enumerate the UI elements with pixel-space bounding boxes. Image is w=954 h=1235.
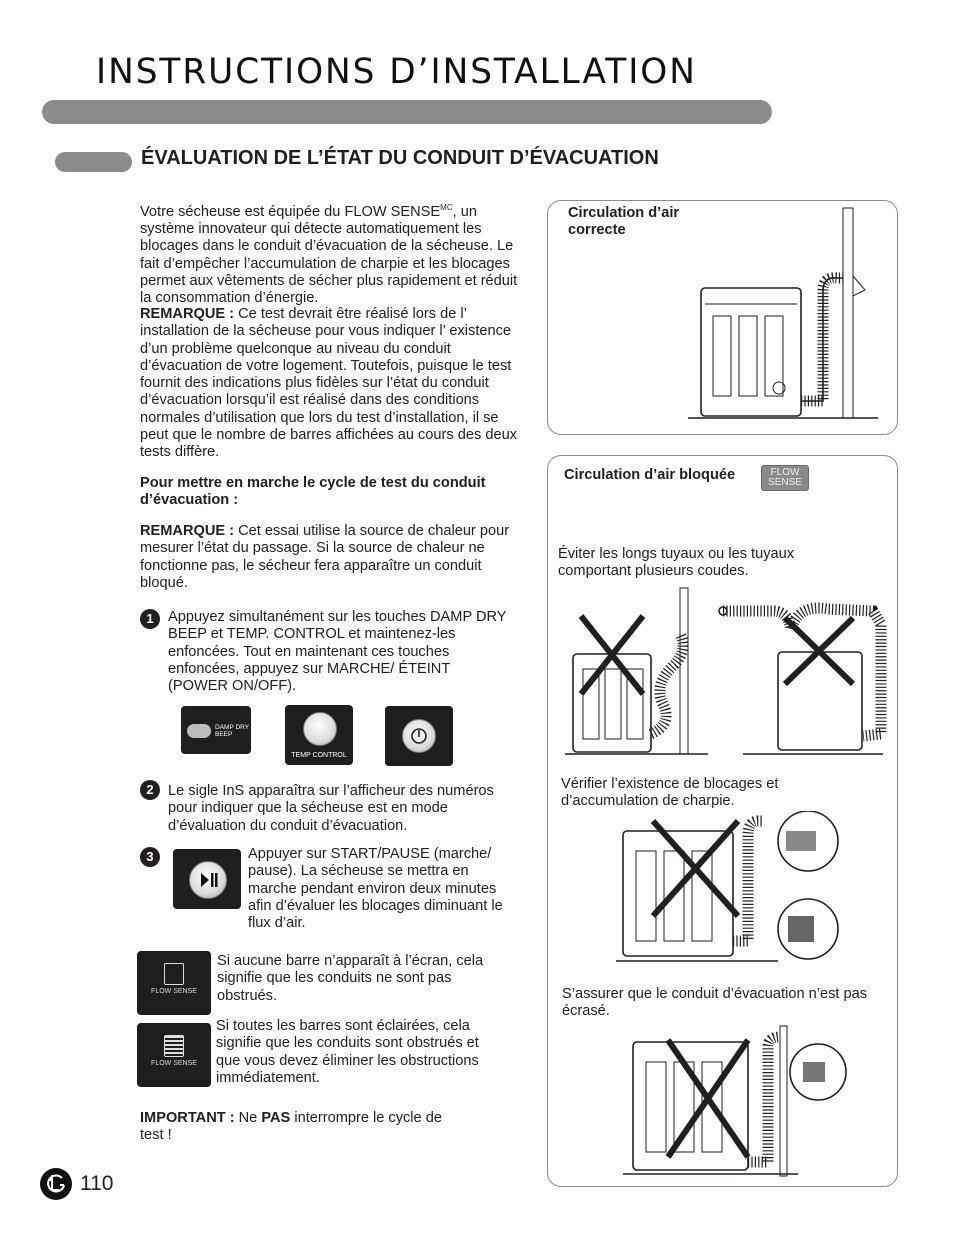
result-text: Si toutes les barres sont éclairées, cela signifie que les conduits sont obstrués et que vous devez éliminer les obstructions immédiatement. xyxy=(216,1018,479,1086)
step-text: Appuyez simultanément sur les touches DAMP DRY BEEP et TEMP. CONTROL et maintenez-les enfoncées. Tout en maintenant ces touches enfoncées, appuyez sur MARCHE/ ÉTEINT (POWER ON/OFF). xyxy=(168,609,507,695)
intro-text: Votre sécheuse est équipée du FLOW SENSE xyxy=(140,203,441,220)
button-label: FLOW SENSE xyxy=(151,988,197,995)
start-pause-button-illustration xyxy=(173,849,241,909)
crushed-duct-illustration xyxy=(618,1022,858,1182)
section-marker xyxy=(55,152,132,172)
intro-text: système innovateur qui détecte automatiquement les blocages dans le conduit d’évacuation de la sécheuse. Le fait d’empêcher l’accumulation de charpie et les blocages permet aux vêtements de sécher plus rapidement et réduit la consommation d’énergie. xyxy=(140,221,518,307)
step-text: Le sigle InS apparaîtra sur l’afficheur des numéros pour indiquer que la sécheuse est en mode d’évaluation du conduit d’évacuation. xyxy=(168,783,494,834)
intro-text: , un xyxy=(452,203,477,220)
button-label: FLOW SENSE xyxy=(151,1060,197,1067)
note-text: Ce test devrait être réalisé lors de l’ installation de la sécheuse pour vous indiquer l’ existence d’un problème quelconque au niveau du conduit d’évacuation de votre logement. Toutefois, puisque le test fournit des indications plus fidèles sur l’état du conduit d’évacuation lorsqu’il est réalisé dans des conditions normales d’utilisation que lors du test d’installation, il se peut que le nombre de barres affichées au cours des deux tests diffère. xyxy=(140,306,517,461)
caption-not-crushed: S’assurer que le conduit d’évacuation n’est pas écrasé. xyxy=(562,986,868,1020)
section-title: ÉVALUATION DE L’ÉTAT DU CONDUIT D’ÉVACUATION xyxy=(141,147,659,169)
power-icon xyxy=(402,719,436,753)
panel-title: Circulation d’air correcte xyxy=(568,205,680,239)
play-pause-icon xyxy=(189,861,227,899)
trademark-sup: MC xyxy=(440,203,453,212)
important-text: interrompre le cycle de test ! xyxy=(140,1110,442,1144)
flow-sense-badge: FLOW SENSE xyxy=(761,465,809,491)
oval-button-icon xyxy=(187,724,211,738)
caption-long-ducts: Éviter les longs tuyaux ou les tuyaux comportant plusieurs coudes. xyxy=(558,546,795,580)
blocked-airflow-panel xyxy=(547,455,898,1187)
intro-paragraph xyxy=(140,199,525,308)
important-note xyxy=(140,1110,460,1145)
note-paragraph xyxy=(140,306,525,462)
lg-logo-icon xyxy=(40,1168,72,1200)
important-label: IMPORTANT : xyxy=(140,1110,235,1126)
note2-paragraph xyxy=(140,523,525,592)
page-number: 110 xyxy=(80,1172,114,1195)
result-text: Si aucune barre n’apparaît à l’écran, cela signifie que les conduits ne sont pas obstrués. xyxy=(217,953,484,1004)
power-button-illustration xyxy=(385,706,453,766)
important-emphasis: PAS xyxy=(261,1110,291,1126)
flow-sense-full-illustration xyxy=(137,1023,211,1087)
page-title: INSTRUCTIONS D’INSTALLATION xyxy=(96,52,697,92)
title-bar xyxy=(42,100,772,124)
step-number: 1 xyxy=(140,609,160,629)
temp-control-knob-illustration xyxy=(285,705,353,765)
note-text: Cet essai utilise la source de chaleur pour mesurer l’état du passage. Si la source de chaleur ne fonctionne pas, le sécheur fera apparaître un conduit bloqué. xyxy=(140,523,510,591)
damp-dry-beep-button-illustration xyxy=(181,706,251,754)
lg-logo xyxy=(40,1168,72,1200)
panel-title: Circulation d’air bloquée xyxy=(564,467,736,483)
correct-airflow-illustration xyxy=(683,206,883,426)
empty-bars-icon xyxy=(164,963,184,985)
check-blockages-illustration xyxy=(608,811,858,966)
flow-sense-empty-illustration xyxy=(137,951,211,1015)
full-bars-icon xyxy=(164,1035,184,1057)
caption-check-blockages: Vérifier l’existence de blocages et d’accumulation de charpie. xyxy=(561,776,779,810)
important-text: Ne xyxy=(234,1110,262,1126)
note-label: REMARQUE : xyxy=(140,306,235,322)
step-number: 3 xyxy=(140,847,160,867)
button-label: TEMP CONTROL xyxy=(291,752,347,759)
long-ducts-illustration xyxy=(563,584,888,759)
correct-airflow-panel xyxy=(547,200,898,435)
start-heading: Pour mettre en marche le cycle de test du conduit d’évacuation : xyxy=(140,475,486,509)
button-label: DAMP DRY BEEP xyxy=(215,724,249,738)
step-text: Appuyer sur START/PAUSE (marche/ pause). La sécheuse se mettra en marche pendant environ deux minutes afin d’évaluer les blocages diminuant le flux d’air. xyxy=(248,846,503,932)
step-number: 2 xyxy=(140,780,160,800)
knob-icon xyxy=(303,712,337,746)
note-label: REMARQUE : xyxy=(140,523,235,539)
